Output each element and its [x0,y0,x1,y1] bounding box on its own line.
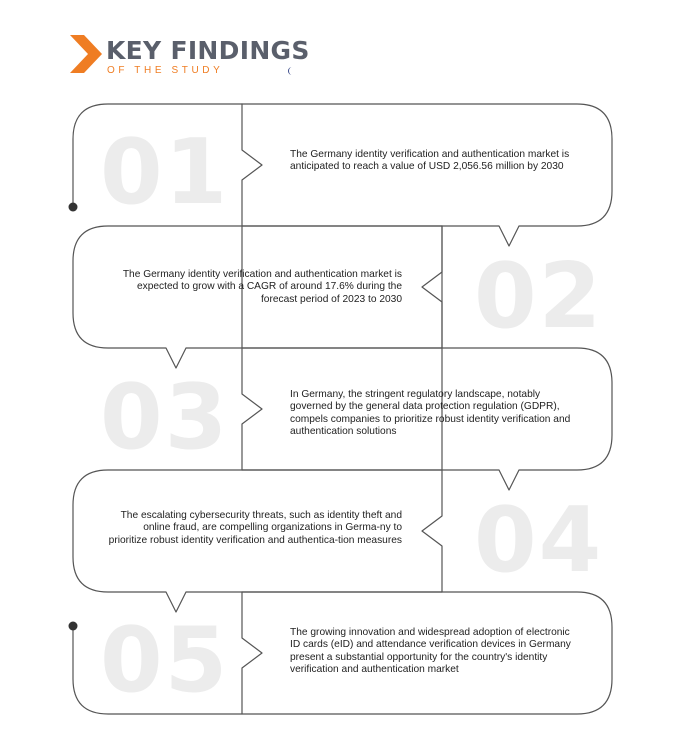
finding-text-1: The Germany identity verification and authentication market is anticipated to reach a value of USD 2,056.56 million by 2030 [290,149,570,173]
page-title: KEY FINDINGS [106,36,310,65]
finding-number-2: 02 [474,244,604,349]
finding-text-2: The Germany identity verification and authentication market is expected to grow with a CAGR of around 17.6% during the forecast period of 2023 to 2030 [122,269,402,305]
finding-number-4: 04 [474,488,604,593]
finding-text-5: The growing innovation and widespread adoption of electronic ID cards (eID) and attendance verification devices in Germany present a substantial opportunity for the country's identity verification and authentication market [290,627,571,676]
finding-number-5: 05 [100,608,230,713]
timeline-dot-end [69,622,78,631]
finding-text-3: In Germany, the stringent regulatory landscape, notably governed by the general data protection regulation (GDPR), compels companies to prioritize robust identity verification and authentication solutions [290,389,571,438]
page-subtitle: OF THE STUDY [107,65,224,76]
timeline-dot-start [69,203,78,212]
finding-text-4: The escalating cybersecurity threats, such as identity theft and online fraud, are compelling organizations in Germa-ny to prioritize robust identity verification and authentica-tion measures [108,510,402,546]
finding-number-1: 01 [100,120,230,225]
finding-number-3: 03 [100,365,230,470]
